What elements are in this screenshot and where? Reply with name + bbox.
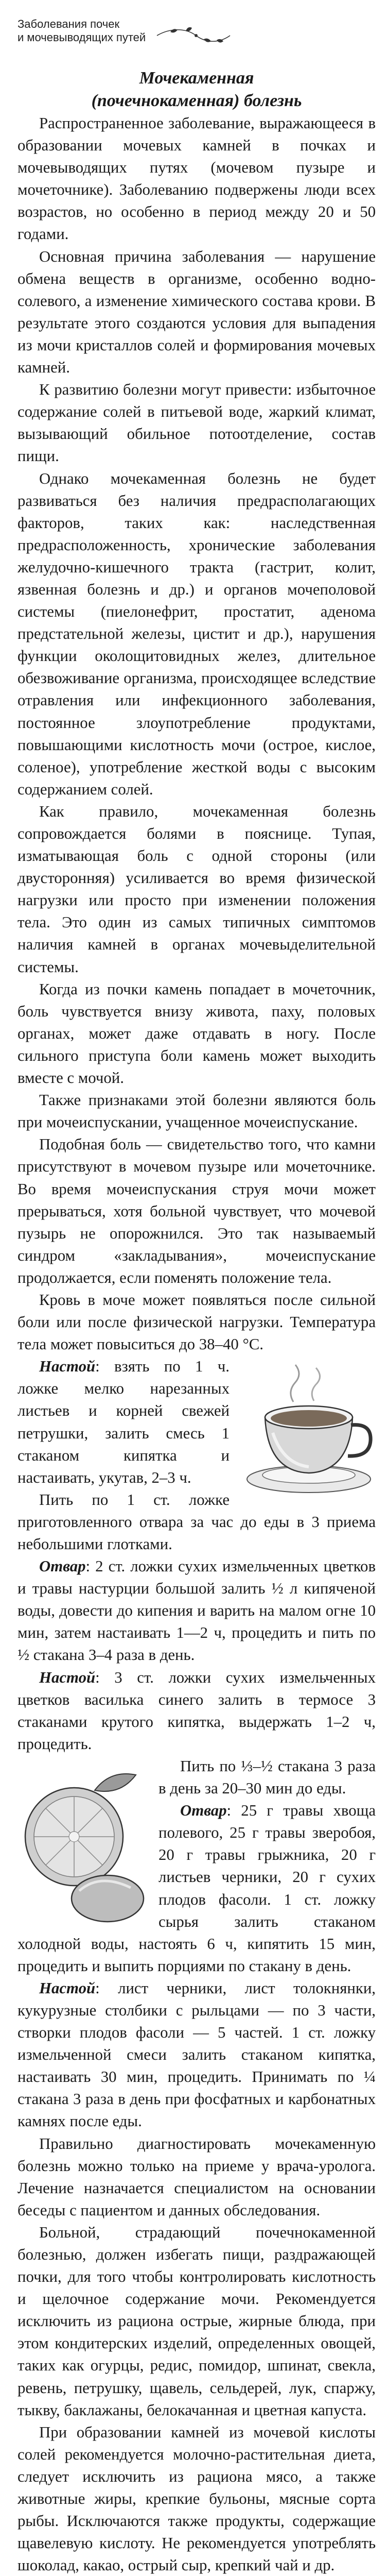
recipe-1-text: : взять по 1 ч. ложке мелко нарезанных листьев и корней свежей петрушки, залить смесь 1 стаканом кипятка и настаивать, укутав, 2–3 ч.	[17, 1358, 230, 1486]
recipe-5-text: : лист черники, лист толокнянки, кукурузные столбики с рыльцами — по 3 части, створки плодов фасоли — 5 частей. 1 ст. ложку измельченной смеси залить стаканом кипятка, настаивать 30 мин, процедить. Принимать по ¼ стакана 3 раза в день при фосфатных и карбонатных камнях после еды.	[17, 1979, 376, 2130]
title-line-2: (почечнокаменная) болезнь	[91, 91, 302, 110]
recipe-2-label: Отвар	[39, 1557, 86, 1575]
orange-and-lemon-illustration	[17, 1759, 151, 1929]
leaf-ornament-icon	[155, 27, 232, 44]
paragraph: Больной, страдающий почечнокаменной болезнью, должен избегать пищи, раздражающей почки, для того чтобы контролировать кислотность и щелочное содержание мочи. Рекомендуется исключить из рациона острые, жирные блюда, при этом кондитерских изделий, определенных овощей, таких как огурцы, редис, помидор, шпинат, свекла, ревень, петрушку, щавель, сельдерей, лук, спаржу, тыкву, баклажаны, белокачанная и цветная капуста.	[17, 2223, 376, 2419]
recipe-3-dose: Пить по ⅓–½ стакана 3 раза в день за 20–30 мин до еды.	[159, 1757, 376, 1798]
recipe-3-label: Настой	[39, 1668, 96, 1686]
paragraph: Основная причина заболевания — нарушение обмена веществ в организме, особенно водно-солевого, а изменение химического состава крови. В результате этого создаются условия для выпадения из мочи кристаллов солей и формирования мочевых камней.	[17, 247, 376, 377]
recipe-2	[17, 1555, 376, 1666]
paragraph: Когда из почки камень попадает в мочеточник, боль чувствуется внизу живота, паху, половых органах, может даже отдавать в ногу. После сильного приступа боли камень может выходить вместе с мочой.	[17, 980, 376, 1087]
running-head	[17, 0, 376, 67]
recipe-4-label: Отвар	[180, 1802, 227, 1820]
running-head-text: Заболевания почек и мочевыводящих путей	[17, 18, 146, 44]
title-line-1: Мочекаменная	[139, 69, 254, 88]
paragraph: Также признаками этой болезни являются боль при мочеиспускании, учащенное мочеиспускание.	[17, 1091, 376, 1131]
recipe-1-dose: Пить по 1 ст. ложке приготовленного отвара за час до еды в 3 приема небольшими глотками.	[17, 1490, 376, 1553]
recipe-4-text: : 25 г травы хвоща полевого, 25 г травы зверобоя, 20 г травы грыжника, 20 г листьев черники, 20 г сухих плодов фасоли. 1 ст. ложку сырья залить стаканом холодной воды, настоять 6 ч, кипятить 15 мин, процедить и выпить порциями по стакану в день.	[17, 1802, 376, 1975]
recipe-5-label: Настой	[39, 1979, 96, 1997]
recipe-3	[17, 1667, 376, 1755]
article-body	[17, 112, 376, 2576]
paragraph: К развитию болезни могут привести: избыточное содержание солей в питьевой воде, жаркий климат, вызывающий обильное потоотделение, состав пищи.	[17, 381, 376, 465]
paragraph: Как правило, мочекаменная болезнь сопровождается болями в пояснице. Тупая, изматывающая боль с одной стороны (или двусторонняя) усиливается во время физической нагрузки или просто при изменении положения тела. Это один из самых типичных симптомов наличия камней в органах мочевыделительной системы.	[17, 802, 376, 976]
recipe-3-text: : 3 ст. ложки сухих измельченных цветков василька синего залить в термосе 3 стаканами крутого кипятка, выдержать 1–2 ч, процедить.	[17, 1668, 376, 1753]
recipe-1-label: Настой	[39, 1358, 96, 1376]
recipe-2-text: : 2 ст. ложки сухих измельченных цветков и травы настурции большой залить ½ л кипяченой воды, довести до кипения и варить на малом огне 10 мин, затем настаивать 1—2 ч, процедить и пить по ½ стакана 3–4 раза в день.	[17, 1557, 376, 1664]
recipe-5	[17, 1977, 376, 2133]
paragraph: Однако мочекаменная болезнь не будет развиваться без наличия предрасполагающих факторов, таких как: наследственная предрасположенность, хронические заболевания желудочно-кишечного тракта (гастрит, колит, язвенная болезнь и др.) и органов мочеполовой системы (пиелонефрит, простатит, аденома предстательной железы, цистит и др.), нарушения функции околощитовидных желез, длительное обезвоживание организма, происходящее вследствие отравления или инфекционного заболевания, постоянное злоупотребление продуктами, повышающими кислотность мочи (острое, кислое, соленое), употребление жесткой воды с высоким содержанием солей.	[17, 469, 376, 798]
paragraph: Кровь в моче может появляться после сильной боли или после физической нагрузки. Температура тела может повыситься до 38–40 °С.	[17, 1291, 376, 1353]
paragraph: При образовании камней из мочевой кислоты солей рекомендуется молочно-растительная диета, следует исключить из рациона мясо, а также животные жиры, крепкие бульоны, мясные сорта рыбы. Исключаются также продукты, содержащие щавелевую кислоту. Не рекомендуется употреблять шоколад, какао, острый сыр, крепкий чай и др.	[17, 2423, 376, 2574]
paragraph: Правильно диагностировать мочекаменную болезнь можно только на приеме у врача-уролога. Лечение назначается специалистом на основании беседы с пациентом и данных обследования.	[17, 2134, 376, 2219]
paragraph: Подобная боль — свидетельство того, что камни присутствуют в мочевом пузыре или мочеточнике. Во время мочеиспускания струя мочи может прерываться, хотя больной чувствует, что мочевой пузырь не опорожнился. Это так называемый синдром «закладывания», мочеиспускание продолжается, если поменять положение тела.	[17, 1136, 376, 1286]
article-title	[17, 67, 376, 112]
teacup-illustration	[237, 1361, 376, 1505]
paragraph: Распространенное заболевание, выражающееся в образовании мочевых камней в почках и мочевыводящих путях (мочевом пузыре и мочеточнике). Заболеванию подвержены люди всех возрастов, но особенно в период между 20 и 50 годами.	[17, 114, 376, 243]
